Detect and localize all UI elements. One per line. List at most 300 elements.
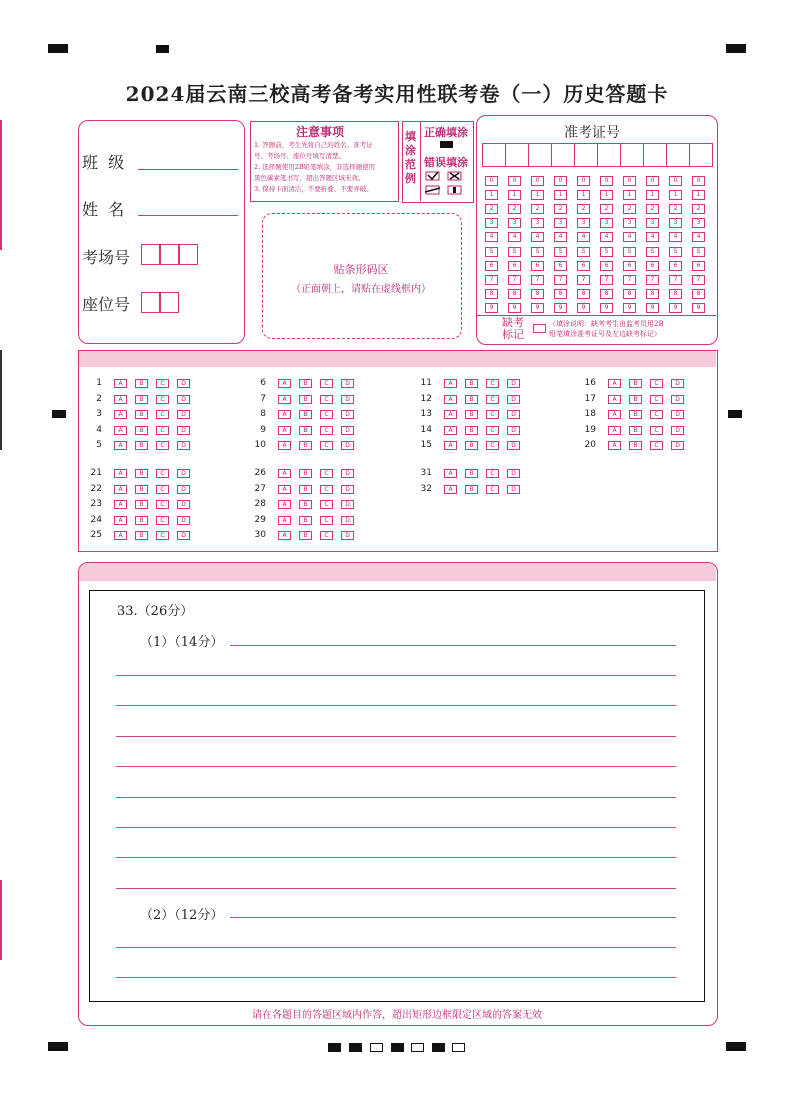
room-label: 考场号	[82, 248, 131, 267]
exam-id-bubble[interactable]: 9	[646, 303, 659, 313]
exam-id-bubble[interactable]: 2	[646, 204, 659, 214]
answer-option-bubble[interactable]: A	[608, 426, 621, 435]
answer-option-bubble[interactable]: D	[507, 469, 520, 478]
exam-id-bubble[interactable]: 4	[485, 232, 498, 242]
exam-id-bubble[interactable]: 9	[692, 303, 705, 313]
answer-option-bubble[interactable]: B	[465, 469, 478, 478]
answer-option-bubble[interactable]: C	[320, 379, 333, 388]
exam-id-bubble[interactable]: 3	[692, 218, 705, 228]
question-number: 28	[254, 499, 266, 509]
answer-option-bubble[interactable]: D	[507, 441, 520, 450]
answer-option-bubble[interactable]: D	[177, 441, 190, 450]
exam-id-bubble[interactable]: 6	[623, 261, 636, 271]
exam-id-bubble[interactable]: 0	[577, 176, 590, 186]
exam-id-digit-cell[interactable]	[505, 143, 529, 167]
answer-option-bubble[interactable]: A	[114, 410, 127, 419]
exam-id-bubble[interactable]: 2	[554, 204, 567, 214]
question-number: 11	[420, 378, 432, 388]
exam-id-bubble[interactable]: 8	[669, 289, 682, 299]
answer-option-bubble[interactable]: B	[299, 500, 312, 509]
answer-option-bubble[interactable]: D	[507, 395, 520, 404]
exam-id-bubble[interactable]: 1	[669, 190, 682, 200]
answer-option-bubble[interactable]: C	[320, 395, 333, 404]
answer-option-bubble[interactable]: B	[299, 485, 312, 494]
writing-line[interactable]	[116, 797, 676, 798]
position-mark	[52, 410, 66, 418]
exam-id-bubble[interactable]: 7	[577, 275, 590, 285]
exam-id-bubble[interactable]: 6	[692, 261, 705, 271]
exam-id-bubble[interactable]: 1	[531, 190, 544, 200]
answer-option-bubble[interactable]: C	[650, 441, 663, 450]
answer-option-bubble[interactable]: C	[156, 426, 169, 435]
answer-option-bubble[interactable]: A	[114, 500, 127, 509]
answer-option-bubble[interactable]: D	[341, 531, 354, 540]
exam-id-bubble[interactable]: 4	[600, 232, 613, 242]
exam-id-bubble[interactable]: 6	[531, 261, 544, 271]
absent-label	[502, 317, 524, 341]
answer-option-bubble[interactable]: A	[444, 485, 457, 494]
notice-line: 2. 选择题使用2B铅笔填涂，非选择题使用	[254, 163, 376, 171]
answer-option-bubble[interactable]: A	[278, 531, 291, 540]
answer-option-bubble[interactable]: B	[465, 485, 478, 494]
writing-line[interactable]	[116, 675, 676, 676]
exam-id-bubble[interactable]: 6	[554, 261, 567, 271]
answer-option-bubble[interactable]: A	[278, 395, 291, 404]
exam-id-digit-cell[interactable]	[574, 143, 598, 167]
wrong-fill-label: 错误填涂	[424, 156, 468, 169]
question-number: 31	[420, 468, 432, 478]
exam-id-bubble[interactable]: 8	[577, 289, 590, 299]
exam-id-bubble[interactable]: 0	[508, 176, 521, 186]
exam-id-bubble[interactable]: 8	[600, 289, 613, 299]
exam-id-bubble[interactable]: 3	[485, 218, 498, 228]
exam-id-bubble[interactable]: 9	[554, 303, 567, 313]
exam-id-bubble[interactable]: 7	[646, 275, 659, 285]
answer-option-bubble[interactable]: D	[177, 379, 190, 388]
question-number: 18	[584, 409, 596, 419]
exam-id-bubble[interactable]: 2	[531, 204, 544, 214]
position-mark	[156, 45, 169, 53]
answer-option-bubble[interactable]: D	[177, 410, 190, 419]
exam-id-bubble[interactable]: 5	[554, 247, 567, 257]
answer-option-bubble[interactable]: D	[341, 441, 354, 450]
question-number: 8	[260, 409, 266, 419]
answer-option-bubble[interactable]: C	[486, 441, 499, 450]
answer-option-bubble[interactable]: C	[320, 500, 333, 509]
answer-option-bubble[interactable]: B	[135, 426, 148, 435]
answer-option-bubble[interactable]: B	[299, 395, 312, 404]
answer-option-bubble[interactable]: A	[278, 469, 291, 478]
exam-id-digit-cell[interactable]	[689, 143, 713, 167]
exam-id-bubble[interactable]: 4	[623, 232, 636, 242]
position-mark	[48, 44, 68, 53]
answer-option-bubble[interactable]: C	[486, 379, 499, 388]
exam-id-bubble[interactable]: 0	[600, 176, 613, 186]
answer-option-bubble[interactable]: C	[156, 410, 169, 419]
answer-option-bubble[interactable]: C	[486, 410, 499, 419]
answer-option-bubble[interactable]: D	[341, 379, 354, 388]
exam-id-bubble[interactable]: 2	[692, 204, 705, 214]
writing-line[interactable]	[230, 645, 676, 646]
exam-id-bubble[interactable]: 1	[554, 190, 567, 200]
exam-id-bubble[interactable]: 5	[577, 247, 590, 257]
exam-id-bubble[interactable]: 8	[554, 289, 567, 299]
notice-line: 黑色碳素笔书写，超出答题区域无效。	[254, 174, 365, 182]
absent-note-line: 铅笔填涂准考证号及左边缺考标记）	[549, 330, 661, 338]
answer-option-bubble[interactable]: A	[114, 441, 127, 450]
exam-id-bubble[interactable]: 9	[623, 303, 636, 313]
exam-id-bubble[interactable]: 4	[669, 232, 682, 242]
answer-option-bubble[interactable]: C	[156, 500, 169, 509]
question-number: 15	[420, 440, 432, 450]
barcode-hint: （正面朝上，请贴在虚线框内）	[291, 284, 431, 295]
exam-id-bubble[interactable]: 1	[646, 190, 659, 200]
answer-option-bubble[interactable]: D	[341, 500, 354, 509]
name-field[interactable]	[138, 215, 238, 216]
exam-id-bubble[interactable]: 0	[646, 176, 659, 186]
exam-id-digit-cell[interactable]	[643, 143, 667, 167]
exam-id-bubble[interactable]: 8	[508, 289, 521, 299]
exam-id-bubble[interactable]: 0	[692, 176, 705, 186]
answer-option-bubble[interactable]: B	[135, 410, 148, 419]
answer-option-bubble[interactable]: C	[320, 410, 333, 419]
answer-option-bubble[interactable]: D	[671, 426, 684, 435]
notice-line: 号、考场号、座位号填写清楚。	[254, 152, 345, 160]
question-number: 20	[584, 440, 596, 450]
answer-option-bubble[interactable]: D	[177, 485, 190, 494]
answer-option-bubble[interactable]: C	[650, 426, 663, 435]
question-number: 1	[96, 378, 102, 388]
answer-option-bubble[interactable]: B	[135, 469, 148, 478]
answer-option-bubble[interactable]: B	[629, 441, 642, 450]
exam-id-bubble[interactable]: 7	[485, 275, 498, 285]
exam-id-bubble[interactable]: 3	[508, 218, 521, 228]
answer-option-bubble[interactable]: B	[135, 516, 148, 525]
exam-id-bubble[interactable]: 0	[669, 176, 682, 186]
answer-option-bubble[interactable]: D	[177, 469, 190, 478]
answer-option-bubble[interactable]: B	[135, 531, 148, 540]
question-number: 16	[584, 378, 596, 388]
writing-line[interactable]	[230, 917, 676, 918]
answer-option-bubble[interactable]: D	[177, 500, 190, 509]
exam-id-bubble[interactable]: 7	[623, 275, 636, 285]
exam-id-bubble[interactable]: 2	[577, 204, 590, 214]
exam-id-digit-cell[interactable]	[482, 143, 506, 167]
exam-id-bubble[interactable]: 5	[531, 247, 544, 257]
name-label: 姓 名	[82, 200, 125, 219]
exam-id-bubble[interactable]: 5	[646, 247, 659, 257]
exam-id-digit-cell[interactable]	[597, 143, 621, 167]
answer-option-bubble[interactable]: A	[444, 469, 457, 478]
question-number: 13	[420, 409, 432, 419]
question-number: 12	[420, 393, 432, 404]
exam-id-bubble[interactable]: 0	[554, 176, 567, 186]
answer-option-bubble[interactable]: D	[177, 426, 190, 435]
answer-option-bubble[interactable]: B	[299, 469, 312, 478]
answer-option-bubble[interactable]: A	[114, 426, 127, 435]
exam-id-bubble[interactable]: 0	[531, 176, 544, 186]
answer-option-bubble[interactable]: C	[320, 531, 333, 540]
exam-id-bubble[interactable]: 7	[508, 275, 521, 285]
exam-id-bubble[interactable]: 4	[577, 232, 590, 242]
question-number: 14	[420, 424, 432, 435]
position-mark	[726, 1042, 746, 1051]
answer-option-bubble[interactable]: B	[465, 379, 478, 388]
writing-line[interactable]	[116, 977, 676, 978]
exam-id-bubble[interactable]: 7	[554, 275, 567, 285]
question-number: 23	[90, 499, 102, 509]
answer-option-bubble[interactable]: B	[135, 395, 148, 404]
exam-id-bubble[interactable]: 3	[600, 218, 613, 228]
exam-id-bubble[interactable]: 2	[623, 204, 636, 214]
answer-option-bubble[interactable]: B	[299, 441, 312, 450]
answer-option-bubble[interactable]: C	[486, 469, 499, 478]
answer-option-bubble[interactable]: C	[320, 426, 333, 435]
exam-id-bubble[interactable]: 2	[600, 204, 613, 214]
part-1-label: （1）（14分）	[140, 635, 224, 650]
exam-id-bubble[interactable]: 5	[669, 247, 682, 257]
answer-option-bubble[interactable]: D	[341, 469, 354, 478]
exam-id-bubble[interactable]: 8	[485, 289, 498, 299]
exam-id-bubble[interactable]: 1	[485, 190, 498, 200]
answer-option-bubble[interactable]: A	[114, 485, 127, 494]
answer-option-bubble[interactable]: C	[156, 395, 169, 404]
exam-id-digit-cell[interactable]	[551, 143, 575, 167]
exam-id-bubble[interactable]: 7	[600, 275, 613, 285]
answer-option-bubble[interactable]: D	[341, 516, 354, 525]
exam-id-bubble[interactable]: 8	[531, 289, 544, 299]
exam-id-bubble[interactable]: 6	[508, 261, 521, 271]
answer-option-bubble[interactable]: B	[629, 379, 642, 388]
answer-option-bubble[interactable]: C	[156, 379, 169, 388]
exam-id-bubble[interactable]: 4	[692, 232, 705, 242]
exam-id-bubble[interactable]: 2	[485, 204, 498, 214]
answer-option-bubble[interactable]: D	[341, 426, 354, 435]
exam-id-bubble[interactable]: 8	[623, 289, 636, 299]
answer-option-bubble[interactable]: D	[177, 531, 190, 540]
exam-id-bubble[interactable]: 7	[531, 275, 544, 285]
question-number: 2	[96, 393, 102, 404]
absent-label-line: 缺考	[502, 316, 524, 329]
exam-id-digit-cell[interactable]	[528, 143, 552, 167]
answer-option-bubble[interactable]: C	[156, 485, 169, 494]
answer-option-bubble[interactable]: D	[341, 485, 354, 494]
exam-id-bubble[interactable]: 7	[669, 275, 682, 285]
question-number: 5	[96, 440, 102, 450]
answer-option-bubble[interactable]: B	[299, 531, 312, 540]
exam-id-bubble[interactable]: 6	[485, 261, 498, 271]
footer-note: 请在各题目的答题区域内作答，超出矩形边框限定区域的答案无效	[252, 1010, 542, 1021]
answer-option-bubble[interactable]: C	[156, 441, 169, 450]
exam-id-bubble[interactable]: 9	[485, 303, 498, 313]
exam-id-bubble[interactable]: 4	[646, 232, 659, 242]
exam-id-bubble[interactable]: 9	[508, 303, 521, 313]
exam-id-title: 准考证号	[564, 125, 620, 141]
exam-id-bubble[interactable]: 1	[692, 190, 705, 200]
answer-option-bubble[interactable]: D	[507, 410, 520, 419]
answer-option-bubble[interactable]: A	[608, 410, 621, 419]
answer-option-bubble[interactable]: A	[608, 395, 621, 404]
exam-id-bubble[interactable]: 7	[692, 275, 705, 285]
answer-option-bubble[interactable]: A	[444, 410, 457, 419]
answer-option-bubble[interactable]: D	[671, 441, 684, 450]
answer-option-bubble[interactable]: D	[341, 395, 354, 404]
exam-id-bubble[interactable]: 3	[623, 218, 636, 228]
answer-option-bubble[interactable]: D	[177, 516, 190, 525]
answer-option-bubble[interactable]: B	[629, 410, 642, 419]
correct-fill-label: 正确填涂	[424, 126, 468, 139]
answer-option-bubble[interactable]: A	[444, 395, 457, 404]
exam-id-bubble[interactable]: 1	[508, 190, 521, 200]
part-2-label: （2）（12分）	[140, 908, 224, 923]
exam-id-bubble[interactable]: 1	[600, 190, 613, 200]
answer-option-bubble[interactable]: B	[135, 441, 148, 450]
absent-mark-box[interactable]	[533, 324, 546, 333]
exam-id-bubble[interactable]: 8	[646, 289, 659, 299]
answer-option-bubble[interactable]: C	[650, 395, 663, 404]
answer-option-bubble[interactable]: B	[299, 379, 312, 388]
exam-id-bubble[interactable]: 9	[600, 303, 613, 313]
answer-option-bubble[interactable]: B	[135, 485, 148, 494]
writing-line[interactable]	[116, 766, 676, 767]
exam-id-bubble[interactable]: 0	[623, 176, 636, 186]
exam-id-bubble[interactable]: 5	[600, 247, 613, 257]
answer-option-bubble[interactable]: A	[608, 379, 621, 388]
question-number: 30	[254, 530, 266, 540]
exam-id-bubble[interactable]: 1	[577, 190, 590, 200]
essay-header-band	[79, 563, 716, 581]
answer-option-bubble[interactable]: B	[299, 426, 312, 435]
exam-id-bubble[interactable]: 9	[577, 303, 590, 313]
exam-id-bubble[interactable]: 9	[531, 303, 544, 313]
exam-id-bubble[interactable]: 3	[577, 218, 590, 228]
answer-option-bubble[interactable]: C	[156, 469, 169, 478]
exam-id-digit-cell[interactable]	[620, 143, 644, 167]
answer-option-bubble[interactable]: B	[135, 379, 148, 388]
answer-option-bubble[interactable]: B	[465, 395, 478, 404]
answer-option-bubble[interactable]: C	[486, 395, 499, 404]
answer-option-bubble[interactable]: C	[486, 485, 499, 494]
answer-option-bubble[interactable]: A	[114, 516, 127, 525]
answer-option-bubble[interactable]: A	[278, 500, 291, 509]
notice-line: 1. 答题前，考生先将自己的姓名、准考证	[254, 141, 373, 149]
writing-line[interactable]	[116, 857, 676, 858]
answer-option-bubble[interactable]: C	[320, 469, 333, 478]
answer-option-bubble[interactable]: B	[629, 426, 642, 435]
exam-id-bubble[interactable]: 1	[623, 190, 636, 200]
exam-id-bubble[interactable]: 0	[485, 176, 498, 186]
answer-option-bubble[interactable]: A	[444, 426, 457, 435]
answer-option-bubble[interactable]: C	[156, 531, 169, 540]
answer-option-bubble[interactable]: B	[135, 500, 148, 509]
answer-option-bubble[interactable]: D	[671, 410, 684, 419]
exam-id-bubble[interactable]: 4	[508, 232, 521, 242]
answer-option-bubble[interactable]: A	[278, 410, 291, 419]
answer-option-bubble[interactable]: D	[507, 379, 520, 388]
answer-option-bubble[interactable]: A	[278, 441, 291, 450]
exam-id-bubble[interactable]: 5	[485, 247, 498, 257]
answer-option-bubble[interactable]: C	[650, 379, 663, 388]
answer-option-bubble[interactable]: C	[156, 516, 169, 525]
exam-id-bubble[interactable]: 5	[508, 247, 521, 257]
barcode-label: 贴条形码区	[333, 263, 389, 276]
exam-id-bubble[interactable]: 2	[669, 204, 682, 214]
writing-line[interactable]	[116, 827, 676, 828]
answer-option-bubble[interactable]: B	[299, 410, 312, 419]
question-number: 25	[90, 530, 102, 540]
answer-option-bubble[interactable]: B	[629, 395, 642, 404]
answer-option-bubble[interactable]: D	[671, 379, 684, 388]
exam-id-digit-cell[interactable]	[666, 143, 690, 167]
question-number: 32	[420, 483, 432, 494]
answer-option-bubble[interactable]: A	[278, 516, 291, 525]
question-number: 4	[96, 424, 102, 435]
answer-option-bubble[interactable]: A	[278, 426, 291, 435]
question-number: 22	[90, 483, 102, 494]
exam-id-bubble[interactable]: 6	[669, 261, 682, 271]
exam-id-bubble[interactable]: 6	[646, 261, 659, 271]
answer-option-bubble[interactable]: D	[341, 410, 354, 419]
answer-option-bubble[interactable]: C	[486, 426, 499, 435]
answer-option-bubble[interactable]: A	[278, 379, 291, 388]
answer-option-bubble[interactable]: C	[320, 485, 333, 494]
writing-line[interactable]	[116, 888, 676, 889]
answer-option-bubble[interactable]: D	[177, 395, 190, 404]
answer-option-bubble[interactable]: D	[671, 395, 684, 404]
exam-id-bubble[interactable]: 2	[508, 204, 521, 214]
answer-option-bubble[interactable]: A	[444, 441, 457, 450]
answer-option-bubble[interactable]: A	[114, 469, 127, 478]
answer-option-bubble[interactable]: B	[465, 441, 478, 450]
exam-id-bubble[interactable]: 4	[554, 232, 567, 242]
answer-option-bubble[interactable]: C	[320, 516, 333, 525]
answer-option-bubble[interactable]: A	[608, 441, 621, 450]
class-field[interactable]	[138, 169, 238, 170]
answer-option-bubble[interactable]: B	[465, 426, 478, 435]
answer-option-bubble[interactable]: B	[299, 516, 312, 525]
absent-note-line: （填涂说明：缺考考生由监考员用2B	[549, 320, 664, 328]
exam-id-bubble[interactable]: 5	[623, 247, 636, 257]
writing-line[interactable]	[116, 736, 676, 737]
exam-id-bubble[interactable]: 6	[577, 261, 590, 271]
fill-example-divider	[420, 121, 421, 201]
question-33-label: 33.（26分）	[117, 604, 194, 619]
exam-id-bubble[interactable]: 9	[669, 303, 682, 313]
answer-option-bubble[interactable]: C	[320, 441, 333, 450]
writing-line[interactable]	[116, 947, 676, 948]
exam-id-bubble[interactable]: 3	[531, 218, 544, 228]
answer-option-bubble[interactable]: C	[650, 410, 663, 419]
question-number: 27	[254, 483, 266, 494]
exam-id-bubble[interactable]: 5	[692, 247, 705, 257]
exam-id-bubble[interactable]: 6	[600, 261, 613, 271]
answer-option-bubble[interactable]: A	[114, 379, 127, 388]
choice-section	[78, 350, 718, 552]
answer-option-bubble[interactable]: B	[465, 410, 478, 419]
answer-option-bubble[interactable]: D	[507, 485, 520, 494]
answer-option-bubble[interactable]: A	[278, 485, 291, 494]
writing-line[interactable]	[116, 705, 676, 706]
exam-id-bubble[interactable]: 4	[531, 232, 544, 242]
answer-option-bubble[interactable]: A	[444, 379, 457, 388]
exam-id-bubble[interactable]: 8	[692, 289, 705, 299]
answer-option-bubble[interactable]: D	[507, 426, 520, 435]
exam-id-bubble[interactable]: 3	[646, 218, 659, 228]
exam-id-bubble[interactable]: 3	[554, 218, 567, 228]
answer-option-bubble[interactable]: A	[114, 531, 127, 540]
answer-option-bubble[interactable]: A	[114, 395, 127, 404]
exam-id-bubble[interactable]: 3	[669, 218, 682, 228]
